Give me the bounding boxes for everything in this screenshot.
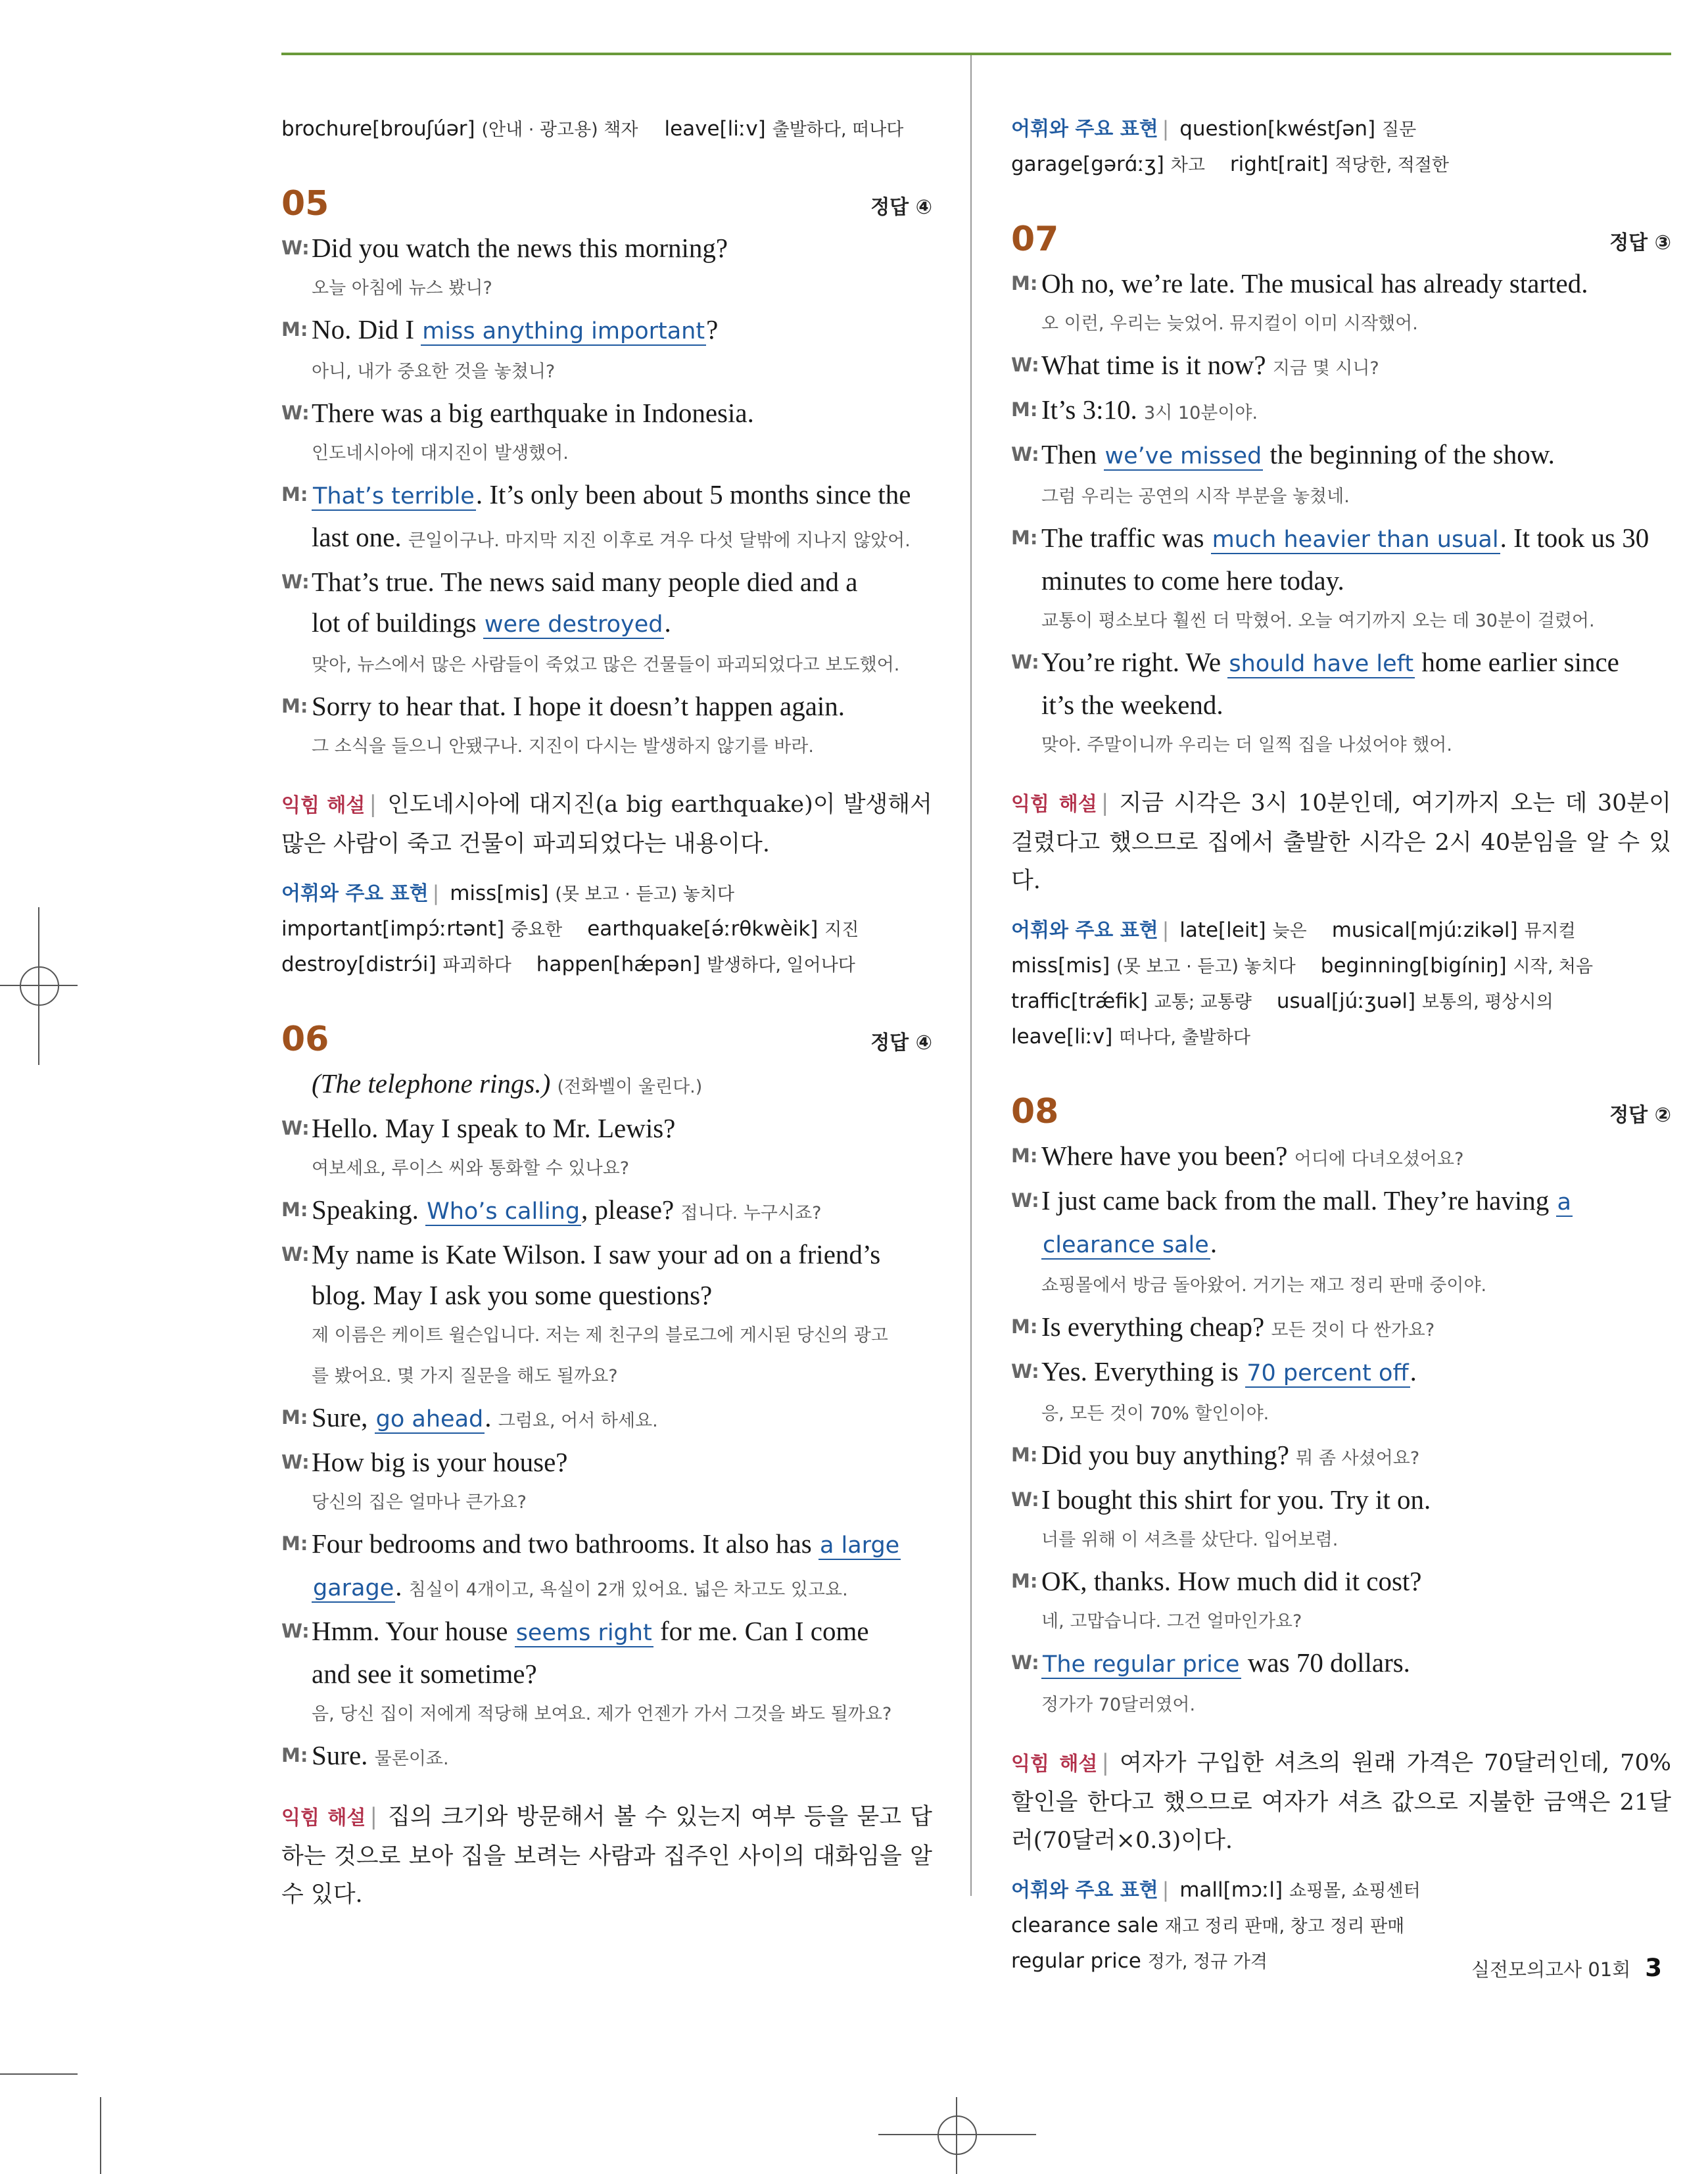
top-rule <box>281 53 1671 55</box>
vocab-meaning: 늦은 <box>1272 921 1307 941</box>
translation: 음, 당신 집이 저에게 적당해 보여요. 제가 언젠가 가서 그것을 봐도 될까요? <box>312 1704 892 1724</box>
translation: 뭐 좀 사셨어요? <box>1296 1448 1420 1469</box>
translation: (전화벨이 울린다.) <box>557 1077 703 1097</box>
line-text: . <box>1210 1228 1218 1258</box>
dialogue-line <box>281 1442 932 1482</box>
line-text: the beginning of the show. <box>1269 439 1555 469</box>
blank-answer: much heavier than usual <box>1212 527 1499 553</box>
speaker: W: <box>1011 1189 1039 1212</box>
vocabulary: 어휘와 주요 표현 | question[kwéstʃən] 질문 garage[gərɑ́ːʒ] 차고 right[rait] 적당한, 적절한 <box>1011 117 1449 176</box>
dialogue-line <box>281 474 932 561</box>
speaker: M: <box>281 318 308 341</box>
line-text: (The telephone rings.) <box>312 1068 551 1099</box>
vocab-word: usual[júːʒuəl] <box>1276 989 1416 1013</box>
line-text: Speaking. <box>312 1194 419 1225</box>
blank-answer: garage <box>313 1575 394 1601</box>
translation: 오늘 아침에 뉴스 봤니? <box>312 278 492 298</box>
vocab-word: garage[gərɑ́ːʒ] <box>1011 153 1164 176</box>
dialogue-line <box>1011 434 1671 477</box>
answer-label: 정답 ④ <box>870 196 932 219</box>
speaker: W: <box>1011 443 1039 465</box>
line-text: lot of buildings <box>312 607 477 638</box>
left-column <box>281 112 932 1914</box>
page-number: 3 <box>1645 1954 1662 1982</box>
speaker: M: <box>1011 1444 1038 1466</box>
vocab-word: destroy[distrɔ́i] <box>281 953 437 976</box>
stage-direction <box>281 1063 932 1108</box>
dialogue-line <box>281 1523 932 1611</box>
blank-answer: should have left <box>1229 651 1414 677</box>
translation: 인도네시아에 대지진이 발생했어. <box>312 443 569 463</box>
blank-answer: Who’s calling <box>427 1198 581 1225</box>
translation: 침실이 4개이고, 욕실이 2개 있어요. 넓은 차고도 있고요. <box>408 1580 848 1600</box>
translation: 응, 모든 것이 70% 할인이야. <box>1041 1404 1269 1424</box>
translation: 쇼핑몰에서 방금 돌아왔어. 거기는 재고 정리 판매 중이야. <box>1041 1275 1487 1296</box>
translation: 그럼요, 어서 하세요. <box>498 1411 658 1431</box>
dialogue-line <box>1011 1351 1671 1394</box>
dialogue-line <box>281 309 932 352</box>
dialogue-line <box>1011 1642 1671 1685</box>
translation: 큰일이구나. 마지막 지진 이후로 겨우 다섯 달밖에 지나지 않았어. <box>408 531 911 551</box>
blank-answer: 70 percent off <box>1246 1360 1409 1386</box>
speaker: M: <box>1011 1145 1038 1167</box>
dialogue-line <box>281 1234 932 1315</box>
answer-label: 정답 ④ <box>870 1031 932 1054</box>
vocab-word: happen[hǽpən] <box>536 953 701 976</box>
vocab-label: 어휘와 주요 표현 <box>1011 1879 1158 1902</box>
line-text: Oh no, we’re late. The musical has already started. <box>1041 268 1588 298</box>
blank-answer: were destroyed <box>484 611 663 638</box>
explanation: 익힘 해설 | 인도네시아에 대지진(a big earthquake)이 발생해서 많은 사람이 죽고 건물이 파괴되었다는 내용이다. <box>281 792 932 857</box>
speaker: W: <box>1011 1488 1039 1511</box>
translation: 지금 몇 시니? <box>1272 358 1379 379</box>
line-text: Hello. May I speak to Mr. Lewis? <box>312 1113 676 1143</box>
speaker: M: <box>1011 1570 1038 1592</box>
explanation: 익힘 해설 | 집의 크기와 방문해서 볼 수 있는지 여부 등을 묻고 답하는 것으로 보아 집을 보려는 사람과 집주인 사이의 대화임을 알 수 있다. <box>281 1804 932 1908</box>
line-text: No. Did I <box>312 314 415 344</box>
translation: 맞아, 뉴스에서 많은 사람들이 죽었고 많은 건물들이 파괴되었다고 보도했어. <box>312 655 900 675</box>
line-text: it’s the weekend. <box>1041 690 1223 720</box>
dialogue-line <box>1011 517 1671 601</box>
speaker: M: <box>281 1198 308 1221</box>
translation: 정가가 70달러였어. <box>1041 1695 1196 1715</box>
vocab-meaning: (못 보고 · 듣고) 놓치다 <box>555 884 734 905</box>
vocabulary: 어휘와 주요 표현 | miss[mis] (못 보고 · 듣고) 놓치다 important[impɔ́ːrtənt] 중요한 earthquake[ə́ːrθkwèik] 지진 destroy[distrɔ́i] 파괴하다 happen[hǽpən] 발생하다, 일어나다 <box>281 882 859 976</box>
vocab-word: leave[liːv] <box>664 117 766 141</box>
vocab-meaning: 쇼핑몰, 쇼핑센터 <box>1289 1881 1421 1901</box>
line-text: I bought this shirt for you. Try it on. <box>1041 1484 1431 1515</box>
vocab-label: 어휘와 주요 표현 <box>281 882 429 905</box>
speaker: W: <box>281 1117 310 1139</box>
explanation-label: 익힘 해설 <box>281 794 366 817</box>
answer-label: 정답 ③ <box>1609 231 1671 254</box>
footer-title: 실전모의고사 01회 <box>1471 1958 1631 1981</box>
vocab-meaning: 보통의, 평상시의 <box>1421 992 1554 1012</box>
translation: 그럼 우리는 공연의 시작 부분을 놓쳤네. <box>1041 486 1350 507</box>
vocab-meaning: (안내 · 광고용) 책자 <box>481 120 638 140</box>
line-text: Did you watch the news this morning? <box>312 233 728 263</box>
vocab-word: traffic[trǽfik] <box>1011 989 1148 1013</box>
vocab-meaning: 뮤지컬 <box>1524 921 1576 941</box>
vocab-meaning: 재고 정리 판매, 창고 정리 판매 <box>1164 1916 1405 1937</box>
dialogue-line <box>281 1189 932 1234</box>
explanation-label: 익힘 해설 <box>1011 793 1097 816</box>
vocab-word: beginning[bigíniŋ] <box>1320 954 1507 978</box>
dialogue-line <box>281 561 932 645</box>
vocab-meaning: (못 보고 · 듣고) 놓치다 <box>1116 957 1296 977</box>
line-text: . <box>664 607 671 638</box>
line-text: My name is Kate Wilson. I saw your ad on a friend’s <box>312 1239 881 1269</box>
line-text: How big is your house? <box>312 1447 568 1477</box>
line-text: home earlier since <box>1421 647 1619 677</box>
line-text: for me. Can I come <box>659 1616 869 1646</box>
line-text: . <box>1410 1356 1417 1386</box>
line-text: Hmm. Your house <box>312 1616 508 1646</box>
line-text: The traffic was <box>1041 523 1204 553</box>
blank-answer: miss anything important <box>422 318 705 344</box>
question-07-header <box>1011 210 1671 263</box>
line-text: I just came back from the mall. They’re having <box>1041 1185 1550 1216</box>
vocab-meaning: 지진 <box>824 920 859 940</box>
translation: 모든 것이 다 싼가요? <box>1271 1320 1435 1340</box>
speaker: W: <box>281 571 310 593</box>
translation: 를 봤어요. 몇 가지 질문을 해도 될까요? <box>312 1366 618 1386</box>
dialogue-line <box>281 686 932 726</box>
translation: 오 이런, 우리는 늦었어. 뮤지컬이 이미 시작했어. <box>1041 314 1418 334</box>
vocab-word: earthquake[ə́ːrθkwèik] <box>587 917 818 941</box>
vocab-meaning: 중요한 <box>510 920 563 940</box>
explanation-text: 인도네시아에 대지진(a big earthquake)이 발생해서 많은 사람이 죽고 건물이 파괴되었다는 내용이다. <box>281 792 932 857</box>
line-text: . <box>485 1402 492 1432</box>
vocab-word: regular price <box>1011 1949 1141 1973</box>
page-footer <box>1471 1954 1662 1982</box>
speaker: M: <box>281 1744 308 1766</box>
right-column <box>1011 112 1671 1979</box>
line-text: . <box>395 1571 402 1601</box>
dialogue-line <box>1011 642 1671 725</box>
vocab-word: mall[mɔːl] <box>1179 1878 1283 1902</box>
speaker: M: <box>1011 527 1038 549</box>
question-05-header <box>281 175 932 227</box>
blank-answer: we’ve missed <box>1104 443 1262 469</box>
blank-answer: seems right <box>515 1620 652 1646</box>
speaker: W: <box>1011 354 1039 376</box>
column-divider <box>970 55 972 1896</box>
vocab-word: miss[mis] <box>450 882 549 905</box>
translation: 너를 위해 이 셔츠를 샀단다. 입어보렴. <box>1041 1530 1339 1550</box>
vocab-meaning: 차고 <box>1170 155 1205 176</box>
vocab-word: question[kwéstʃən] <box>1179 117 1376 141</box>
vocab-label: 어휘와 주요 표현 <box>1011 919 1158 942</box>
speaker: M: <box>281 695 308 717</box>
blank-answer: That’s terrible <box>313 483 475 509</box>
line-text: OK, thanks. How much did it cost? <box>1041 1566 1422 1596</box>
line-text: . It took us 30 <box>1500 523 1649 553</box>
speaker: W: <box>281 1451 310 1473</box>
crop-mark-horizontal <box>0 2073 78 2075</box>
line-text: Sure, <box>312 1402 368 1432</box>
line-text: , please? <box>581 1194 675 1225</box>
explanation-label: 익힘 해설 <box>1011 1753 1098 1776</box>
speaker: W: <box>281 402 310 424</box>
translation: 네, 고맙습니다. 그건 얼마인가요? <box>1041 1611 1302 1632</box>
line-text: Then <box>1041 439 1097 469</box>
speaker: W: <box>1011 651 1039 673</box>
dialogue-line <box>281 1397 932 1442</box>
blank-answer: The regular price <box>1043 1651 1240 1678</box>
question-number: 05 <box>281 184 329 224</box>
line-text: Sorry to hear that. I hope it doesn’t happen again. <box>312 691 845 721</box>
translation: 어디에 다녀오셨어요? <box>1294 1149 1464 1170</box>
line-text: was 70 dollars. <box>1247 1647 1410 1678</box>
blank-answer: a <box>1557 1189 1571 1216</box>
vocab-meaning: 떠나다, 출발하다 <box>1119 1028 1250 1048</box>
speaker: M: <box>281 1406 308 1429</box>
question-08-header <box>1011 1083 1671 1135</box>
line-text: What time is it now? <box>1041 350 1266 380</box>
vocab-meaning: 정가, 정규 가격 <box>1147 1952 1268 1972</box>
translation: 당신의 집은 얼마나 큰가요? <box>312 1492 527 1513</box>
vocab-word: right[rait] <box>1229 153 1329 176</box>
speaker: W: <box>281 1620 310 1642</box>
dialogue-line <box>1011 1135 1671 1180</box>
dialogue-line <box>281 1108 932 1148</box>
vocab-meaning: 파괴하다 <box>442 955 511 976</box>
line-text: Did you buy anything? <box>1041 1440 1289 1470</box>
dialogue-line <box>1011 344 1671 389</box>
vocab-word: musical[mjúːzikəl] <box>1331 918 1518 942</box>
speaker: W: <box>281 1243 310 1265</box>
dialogue-line <box>1011 1434 1671 1479</box>
speaker: M: <box>1011 1315 1038 1338</box>
top-vocab <box>281 112 932 147</box>
question-number: 08 <box>1011 1092 1059 1131</box>
line-text: You’re right. We <box>1041 647 1222 677</box>
explanation-label: 익힘 해설 <box>281 1807 366 1830</box>
vocab-label: 어휘와 주요 표현 <box>1011 118 1158 141</box>
vocab-meaning: 교통; 교통량 <box>1154 992 1252 1012</box>
translation: 교통이 평소보다 훨씬 더 막혔어. 오늘 여기까지 오는 데 30분이 걸렸어. <box>1041 611 1595 631</box>
line-text: Four bedrooms and two bathrooms. It also has <box>312 1528 812 1559</box>
dialogue-line <box>1011 263 1671 304</box>
dialogue-line <box>281 1611 932 1694</box>
blank-answer: go ahead <box>375 1406 484 1432</box>
explanation-text: 지금 시각은 3시 10분인데, 여기까지 오는 데 30분이 걸렸다고 했으므로 집에서 출발한 시각은 2시 40분임을 알 수 있다. <box>1011 790 1671 894</box>
line-text: last one. <box>312 522 402 552</box>
question-number: 06 <box>281 1020 329 1059</box>
vocab-meaning: 발생하다, 일어나다 <box>707 955 855 976</box>
dialogue-line <box>281 1735 932 1780</box>
line-text: Yes. Everything is <box>1041 1356 1239 1386</box>
dialogue-line <box>1011 1306 1671 1351</box>
speaker: M: <box>281 483 308 506</box>
blank-answer: a large <box>819 1532 900 1559</box>
vocab-word: clearance sale <box>1011 1914 1158 1937</box>
line-text: minutes to come here today. <box>1041 565 1344 596</box>
vocab-word: late[leit] <box>1179 918 1266 942</box>
answer-label: 정답 ② <box>1609 1104 1671 1127</box>
dialogue-line <box>281 392 932 433</box>
speaker: W: <box>281 237 310 259</box>
speaker: W: <box>1011 1651 1039 1674</box>
crop-mark-vertical <box>100 2097 101 2174</box>
translation: 아니, 내가 중요한 것을 놓쳤니? <box>312 362 556 382</box>
vocab-meaning: 출발하다, 떠나다 <box>772 120 904 140</box>
line-text: ? <box>706 314 719 344</box>
blank-answer: clearance sale <box>1043 1232 1209 1258</box>
explanation: 익힘 해설 | 지금 시각은 3시 10분인데, 여기까지 오는 데 30분이 걸렸다고 했으므로 집에서 출발한 시각은 2시 40분임을 알 수 있다. <box>1011 790 1671 894</box>
speaker: M: <box>281 1532 308 1555</box>
explanation: 익힘 해설 | 여자가 구입한 셔츠의 원래 가격은 70달러인데, 70% 할인을 한다고 했으므로 여자가 셔츠 값으로 지불한 금액은 21달러(70달러×0.3)이다. <box>1011 1750 1671 1854</box>
speaker: W: <box>1011 1360 1039 1382</box>
translation: 그 소식을 들으니 안됐구나. 지진이 다시는 발생하지 않기를 바라. <box>312 736 814 757</box>
translation: 물론이죠. <box>374 1749 449 1769</box>
line-text: . It’s only been about 5 months since the <box>475 479 911 509</box>
translation: 제 이름은 케이트 윌슨입니다. 저는 제 친구의 블로그에 게시된 당신의 광고 <box>312 1325 888 1346</box>
speaker: M: <box>1011 398 1038 421</box>
vocab-meaning: 적당한, 적절한 <box>1335 155 1449 176</box>
vocab-meaning: 질문 <box>1382 120 1417 140</box>
line-text: blog. May I ask you some questions? <box>312 1280 713 1310</box>
line-text: Is everything cheap? <box>1041 1311 1265 1342</box>
line-text: It’s 3:10. <box>1041 394 1137 425</box>
line-text: Sure. <box>312 1740 368 1770</box>
dialogue-line <box>1011 389 1671 434</box>
vocab-word: miss[mis] <box>1011 954 1110 978</box>
line-text: and see it sometime? <box>312 1659 537 1689</box>
translation: 여보세요, 루이스 씨와 통화할 수 있나요? <box>312 1158 630 1179</box>
line-text: Where have you been? <box>1041 1141 1288 1171</box>
explanation-text: 집의 크기와 방문해서 볼 수 있는지 여부 등을 묻고 답하는 것으로 보아 집을 보려는 사람과 집주인 사이의 대화임을 알 수 있다. <box>281 1804 932 1908</box>
vocab-word: important[impɔ́ːrtənt] <box>281 917 505 941</box>
vocab-word: leave[liːv] <box>1011 1025 1113 1049</box>
line-text: That’s true. The news said many people died and a <box>312 567 858 597</box>
question-number: 07 <box>1011 220 1059 259</box>
vocabulary: 어휘와 주요 표현 | late[leit] 늦은 musical[mjúːzikəl] 뮤지컬 miss[mis] (못 보고 · 듣고) 놓치다 beginning[bigíniŋ] 시작, 처음 traffic[trǽfik] 교통; 교통량 usual[júːʒuəl] 보통의, 평상시의 leave[liːv] 떠나다, 출발하다 <box>1011 918 1594 1049</box>
translation: 맞아. 주말이니까 우리는 더 일찍 집을 나섰어야 했어. <box>1041 735 1452 755</box>
translation: 접니다. 누구시죠? <box>680 1203 822 1223</box>
speaker: M: <box>1011 272 1038 295</box>
dialogue-line <box>1011 1561 1671 1601</box>
line-text: There was a big earthquake in Indonesia. <box>312 398 754 428</box>
dialogue-line <box>1011 1479 1671 1520</box>
vocab-meaning: 시작, 처음 <box>1513 957 1594 977</box>
vocabulary: 어휘와 주요 표현 | mall[mɔːl] 쇼핑몰, 쇼핑센터 clearance sale 재고 정리 판매, 창고 정리 판매 regular price 정가, 정규 가격 <box>1011 1878 1421 1973</box>
explanation-text: 여자가 구입한 셔츠의 원래 가격은 70달러인데, 70% 할인을 한다고 했으므로 여자가 셔츠 값으로 지불한 금액은 21달러(70달러×0.3)이다. <box>1011 1750 1671 1854</box>
dialogue-line <box>1011 1180 1671 1265</box>
translation: 3시 10분이야. <box>1144 403 1258 423</box>
question-06-header <box>281 1010 932 1063</box>
vocab-word: brochure[brouʃúər] <box>281 117 475 141</box>
dialogue-line <box>281 227 932 268</box>
